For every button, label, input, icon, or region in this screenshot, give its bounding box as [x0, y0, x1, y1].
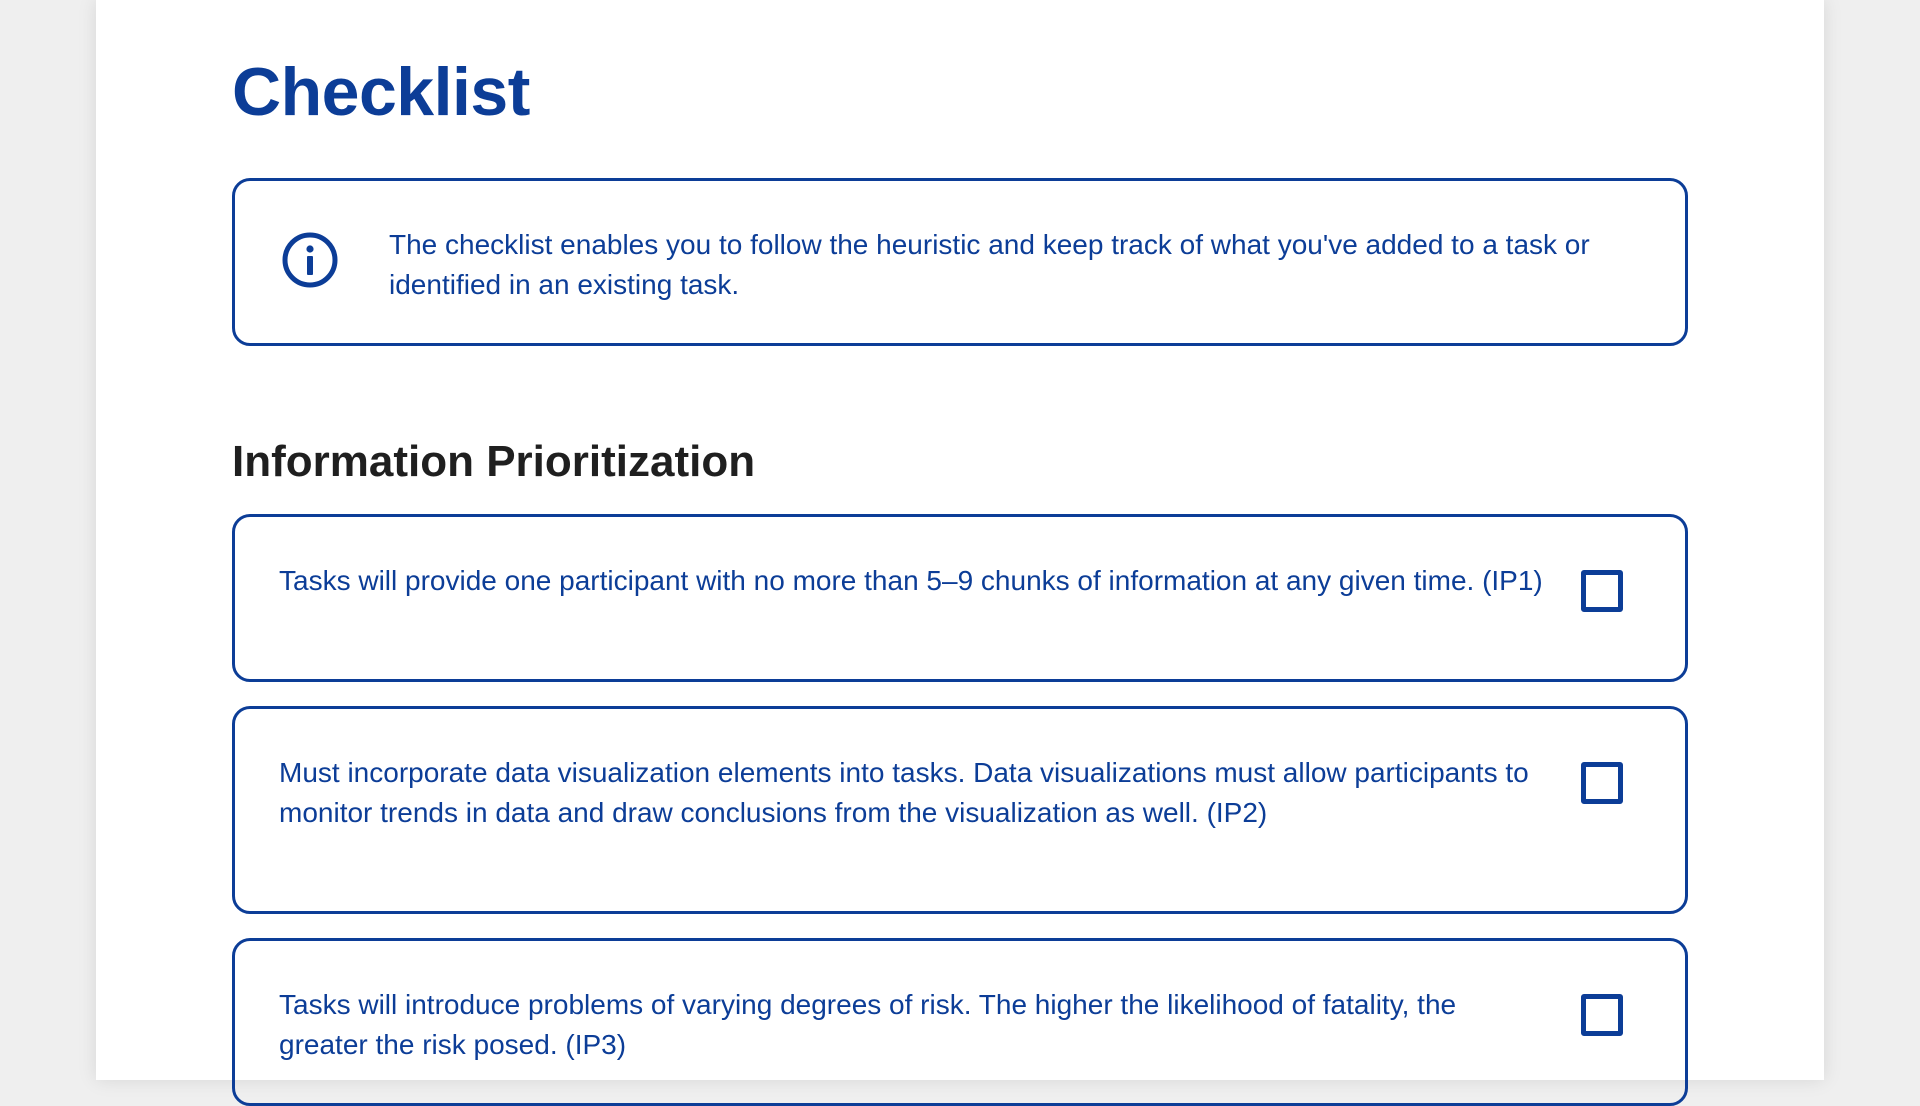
page-container — [96, 0, 1824, 1080]
checklist-checkbox-ip2[interactable] — [1581, 762, 1623, 804]
page-title: Checklist — [232, 54, 530, 130]
section-heading: Information Prioritization — [232, 437, 756, 486]
checklist-item-ip3 — [232, 938, 1688, 1106]
checklist-checkbox-ip3[interactable] — [1581, 994, 1623, 1036]
info-icon — [281, 231, 339, 289]
checklist-item-ip2 — [232, 706, 1688, 914]
checklist-item-text: Must incorporate data visualization elements into tasks. Data visualizations must allow participants to monitor trends in data and draw conclusions from the visualization as well. (IP2) — [279, 757, 1529, 828]
info-text: The checklist enables you to follow the heuristic and keep track of what you've added to a task or identified in an existing task. — [389, 229, 1590, 300]
checklist-item-text: Tasks will introduce problems of varying degrees of risk. The higher the likelihood of fatality, the greater the risk posed. (IP3) — [279, 989, 1457, 1060]
checklist-checkbox-ip1[interactable] — [1581, 570, 1623, 612]
checklist-item-text: Tasks will provide one participant with no more than 5–9 chunks of information at any given time. (IP1) — [279, 565, 1543, 596]
info-callout — [232, 178, 1688, 346]
checklist-item-ip1 — [232, 514, 1688, 682]
